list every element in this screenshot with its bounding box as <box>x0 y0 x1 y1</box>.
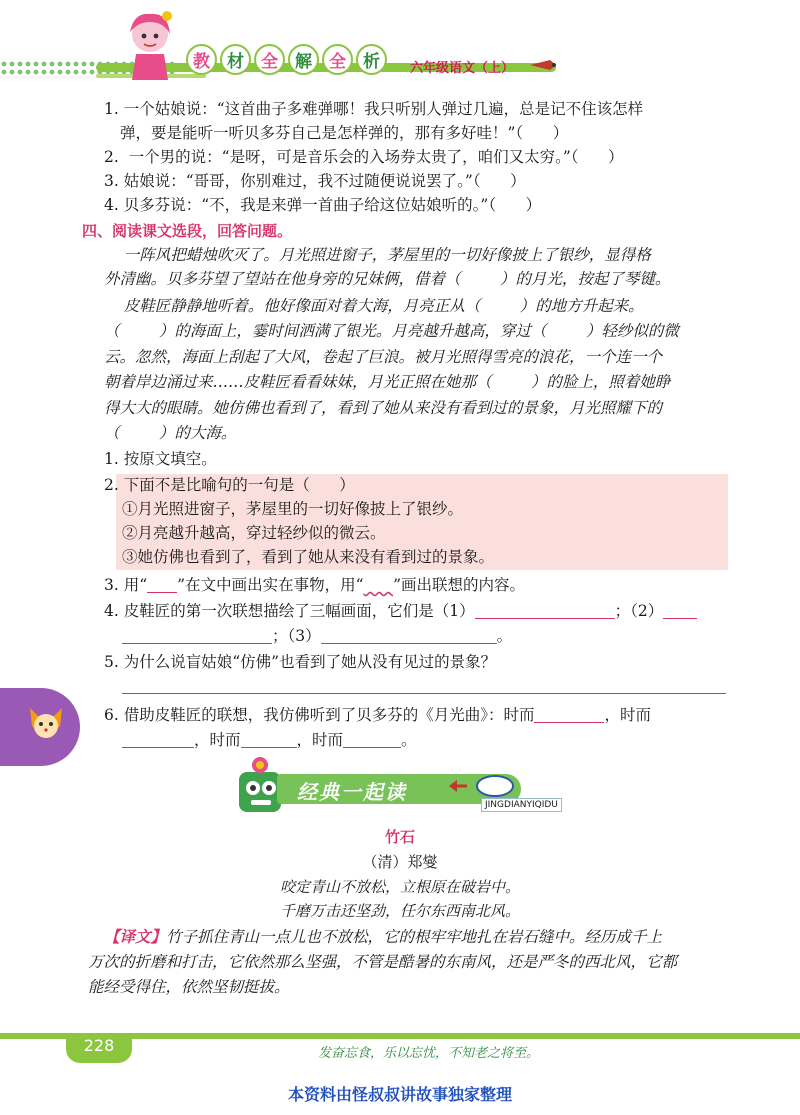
translation-line: 能经受得住，依然坚韧挺拔。 <box>88 978 290 996</box>
answer-blank[interactable] <box>321 628 497 644</box>
question-6 <box>104 704 651 726</box>
title-char: 析 <box>356 44 387 75</box>
question-6-text: ，时而 <box>604 706 651 724</box>
question-4-text: ；（3） <box>272 627 321 645</box>
question-3-text: 3. 用“ <box>104 576 148 594</box>
passage-line: 云。忽然，海面上刮起了大风，卷起了巨浪。被月光照得雪亮的浪花，一个连一个 <box>104 348 663 366</box>
translation-line-1 <box>104 926 662 948</box>
pointing-hand-icon <box>447 766 527 802</box>
question-4-cont <box>122 625 512 647</box>
page-header <box>0 0 800 100</box>
pencil-icon <box>528 58 558 72</box>
question-4 <box>104 600 697 622</box>
passage-line: 得大大的眼睛。她仿佛也看到了，看到了她从来没有看到过的景象，月光照耀下的 <box>104 399 663 417</box>
section-4-heading: 四、阅读课文选段，回答问题。 <box>82 222 293 240</box>
q3-item-1a: 1. 一个姑娘说：“这首曲子多难弹哪！我只听别人弹过几遍，总是记不住该怎样 <box>104 100 644 118</box>
title-char: 解 <box>288 44 319 75</box>
question-5: 5. 为什么说盲姑娘“仿佛”也看到了她从没有见过的景象？ <box>104 653 497 671</box>
question-2-option: ①月光照进窗子，茅屋里的一切好像披上了银纱。 <box>122 500 464 518</box>
question-4-text: 。 <box>496 627 513 645</box>
answer-line[interactable] <box>122 693 726 694</box>
passage-line: 一阵风把蜡烛吹灭了。月光照进窗子，茅屋里的一切好像披上了银纱，显得格 <box>104 246 651 264</box>
answer-blank[interactable] <box>475 603 615 619</box>
title-char: 全 <box>322 44 353 75</box>
question-3 <box>104 574 525 596</box>
answer-blank[interactable] <box>343 732 401 748</box>
answer-blank[interactable] <box>122 628 272 644</box>
footer-credit: 本资料由怪叔叔讲故事独家整理 <box>287 1085 512 1104</box>
translation-text: 竹子抓住青山一点儿也不放松，它的根牢牢地扎在岩石缝中。经历成千上 <box>166 928 663 946</box>
question-1: 1. 按原文填空。 <box>104 450 217 468</box>
straight-underline-mark <box>147 577 177 593</box>
answer-blank[interactable] <box>663 603 697 619</box>
wavy-underline-mark <box>364 576 394 594</box>
poem-title: 竹石 <box>384 828 415 846</box>
answer-blank[interactable] <box>122 732 194 748</box>
passage-line: 皮鞋匠静静地听着。他好像面对着大海，月亮正从（ ）的地方升起来。 <box>104 297 644 315</box>
girl-mascot-icon <box>120 8 180 82</box>
passage-line: （ ）的海面上，霎时间洒满了银光。月亮越升越高，穿过（ ）轻纱似的微 <box>104 322 679 340</box>
book-title <box>186 44 387 75</box>
footer-motto: 发奋忘食，乐以忘忧，不知老之将至。 <box>318 1046 540 1061</box>
answer-blank[interactable] <box>534 707 604 723</box>
q3-item-3: 3. 姑娘说：“哥哥，你别难过，我不过随便说说罢了。”（ ） <box>104 172 526 190</box>
reading-banner <box>233 756 573 820</box>
answer-blank[interactable] <box>241 732 297 748</box>
poem-author: （清）郑燮 <box>362 853 438 871</box>
page-number: 228 <box>83 1036 115 1055</box>
question-6-text: ，时而 <box>194 731 241 749</box>
question-3-text: ”画出联想的内容。 <box>393 576 525 594</box>
question-4-text: ；（2） <box>614 602 664 620</box>
passage-line: 朝着岸边涌过来……皮鞋匠看看妹妹，月光正照在她那（ ）的脸上，照着她睁 <box>104 373 671 391</box>
question-6-text: ，时而 <box>296 731 344 749</box>
question-6-text: 。 <box>401 731 417 749</box>
poem-line: 千磨万击还坚劲，任尔东西南北风。 <box>279 902 520 920</box>
q3-item-1b: 弹，要是能听一听贝多芬自己是怎样弹的，那有多好哇！”（ ） <box>120 124 569 142</box>
passage-line: （ ）的大海。 <box>104 424 237 442</box>
q3-item-4: 4. 贝多芬说：“不，我是来弹一首曲子给这位姑娘听的。”（ ） <box>104 196 542 214</box>
question-6-text: 6. 借助皮鞋匠的联想，我仿佛听到了贝多芬的《月光曲》：时而 <box>104 706 535 724</box>
title-char: 材 <box>220 44 251 75</box>
banner-pinyin: JINGDIANYIQIDU <box>481 798 562 812</box>
question-6-cont <box>122 729 417 751</box>
question-2-option: ②月亮越升越高，穿过轻纱似的微云。 <box>122 524 386 542</box>
passage-line: 外清幽。贝多芬望了望站在他身旁的兄妹俩，借着（ ）的月光，按起了琴键。 <box>104 270 671 288</box>
question-4-text: 4. 皮鞋匠的第一次联想描绘了三幅画面，它们是（1） <box>104 602 475 620</box>
question-2-option: ③她仿佛也看到了，看到了她从来没有看到过的景象。 <box>122 548 495 566</box>
poem-line: 咬定青山不放松，立根原在破岩中。 <box>279 878 520 896</box>
translation-line: 万次的折磨和打击，它依然那么坚强，不管是酷暑的东南风，还是严冬的西北风，它都 <box>88 953 678 971</box>
question-2-stem: 2. 下面不是比喻句的一句是（ ） <box>104 476 355 494</box>
q3-item-2: 2. 一个男的说：“是呀，可是音乐会的入场券太贵了，咱们又太穷。”（ ） <box>104 148 624 166</box>
title-char: 全 <box>254 44 285 75</box>
translation-tag: 【译文】 <box>104 927 167 946</box>
banner-title: 经典一起读 <box>297 780 407 804</box>
grade-label: 六年级语文（上） <box>410 61 515 76</box>
fox-mascot-icon <box>26 702 66 742</box>
question-3-text: ”在文中画出实在事物，用“ <box>177 576 364 594</box>
title-char: 教 <box>186 44 217 75</box>
